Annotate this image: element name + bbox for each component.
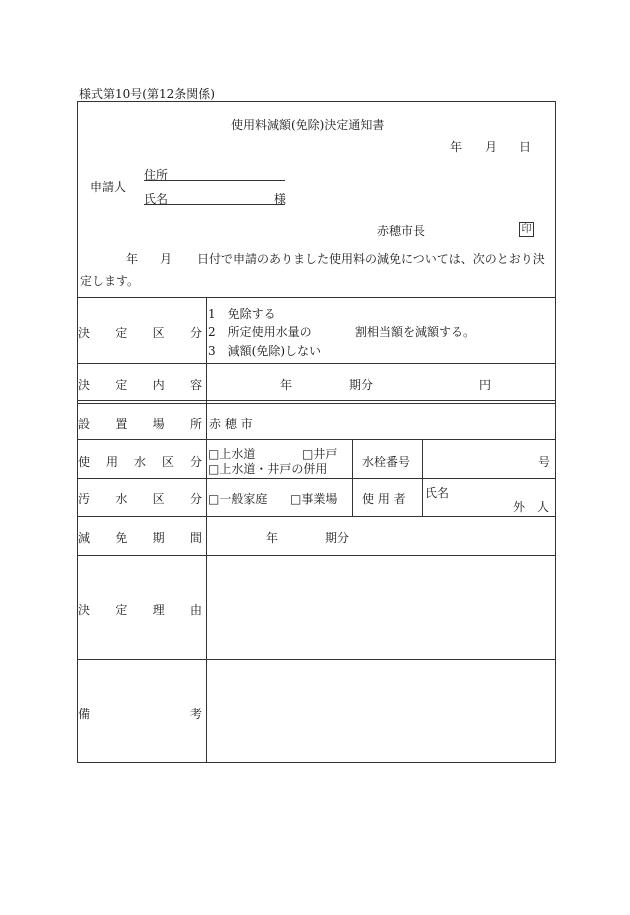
- address-underline: [144, 180, 285, 181]
- decision-option-2-suffix: 割相当額を減額する。: [355, 325, 476, 339]
- period-year: 年: [266, 531, 279, 545]
- form-title: 使用料減額(免除)決定通知書: [231, 118, 385, 132]
- label-char: 設: [78, 417, 91, 431]
- label-char: 置: [115, 417, 128, 431]
- row-divider: [77, 516, 556, 517]
- decision-class-label: [78, 324, 202, 341]
- user-name-label: 氏名: [425, 486, 450, 500]
- decision-option-3: 3 減額(免除)しない: [208, 344, 321, 358]
- meter-label: 水栓番号: [362, 455, 411, 469]
- remarks-label: [78, 705, 202, 722]
- label-char: 区: [152, 492, 165, 506]
- label-char: 由: [189, 603, 202, 617]
- label-char: 備: [78, 707, 91, 721]
- label-char: 場: [152, 417, 165, 431]
- label-char: 分: [189, 326, 202, 340]
- label-char: 使: [78, 455, 91, 469]
- label-char: 決: [78, 378, 91, 392]
- cell-divider: [352, 439, 353, 516]
- label-char: 定: [115, 378, 128, 392]
- period-suffix: 期分: [325, 531, 350, 545]
- body-year: 年: [126, 252, 139, 266]
- label-char: 決: [78, 603, 91, 617]
- label-char: 免: [115, 531, 128, 545]
- date-day: 日: [519, 140, 532, 154]
- name-underline: [144, 204, 285, 205]
- date-year: 年: [450, 140, 463, 154]
- label-char: 容: [189, 378, 202, 392]
- row-divider: [77, 439, 556, 440]
- user-suffix: 外 人: [513, 500, 550, 514]
- decision-option-1: 1 免除する: [208, 307, 276, 321]
- sewage-class-label: [78, 490, 202, 507]
- label-char: 分: [189, 455, 202, 469]
- row-divider: [77, 659, 556, 660]
- row-divider: [77, 297, 556, 298]
- sewage-opt-home: □一般家庭: [208, 492, 268, 506]
- water-opt-well: □井戸: [302, 447, 338, 461]
- label-char: 汚: [78, 492, 91, 506]
- label-char: 定: [115, 326, 128, 340]
- cell-divider: [422, 439, 423, 516]
- content-year: 年: [280, 378, 293, 392]
- location-value: 赤 穂 市: [209, 417, 253, 431]
- water-opt-both: □上水道・井戸の併用: [208, 462, 328, 476]
- row-divider: [77, 555, 556, 556]
- user-label: 使 用 者: [362, 492, 406, 506]
- content-period: 期分: [349, 378, 374, 392]
- label-char: 間: [189, 531, 202, 545]
- water-class-label: [78, 453, 202, 470]
- label-char: 用: [105, 455, 118, 469]
- seal-text: 印: [521, 224, 532, 235]
- label-char: 減: [78, 531, 91, 545]
- label-char: 区: [152, 326, 165, 340]
- body-month: 月: [160, 252, 173, 266]
- address-label: 住所: [144, 168, 169, 182]
- label-char: 分: [189, 492, 202, 506]
- body-line-1: 日付で申請のありました使用料の減免については、次のとおり決: [197, 252, 545, 266]
- sewage-opt-business: □事業場: [290, 492, 338, 506]
- row-divider: [77, 400, 556, 401]
- content-yen: 円: [479, 378, 492, 392]
- label-char: 水: [115, 492, 128, 506]
- row-divider: [77, 403, 556, 404]
- seal-mark: [519, 222, 534, 237]
- meter-unit: 号: [538, 455, 551, 469]
- date-month: 月: [485, 140, 498, 154]
- reason-label: [78, 601, 202, 618]
- label-char: 水: [133, 455, 146, 469]
- label-column-divider: [206, 297, 207, 763]
- honorific: 様: [274, 192, 287, 206]
- label-char: 定: [115, 603, 128, 617]
- row-divider: [77, 363, 556, 364]
- label-char: 区: [161, 455, 174, 469]
- water-opt-tap: □上水道: [208, 447, 256, 461]
- row-divider: [77, 478, 556, 479]
- location-label: [78, 415, 202, 432]
- label-char: 決: [78, 326, 91, 340]
- label-char: 考: [189, 707, 202, 721]
- body-line-2: 定します。: [80, 274, 140, 288]
- decision-option-2: 2 所定使用水量の: [208, 325, 312, 339]
- form-number: 様式第10号(第12条関係): [79, 87, 215, 101]
- period-label: [78, 529, 202, 546]
- label-char: 期: [152, 531, 165, 545]
- label-char: 所: [189, 417, 202, 431]
- issuer: 赤穂市長: [377, 224, 426, 238]
- applicant-label: 申請人: [90, 180, 127, 194]
- label-char: 理: [152, 603, 165, 617]
- decision-content-label: [78, 376, 202, 393]
- name-label: 氏名: [144, 192, 169, 206]
- label-char: 内: [152, 378, 165, 392]
